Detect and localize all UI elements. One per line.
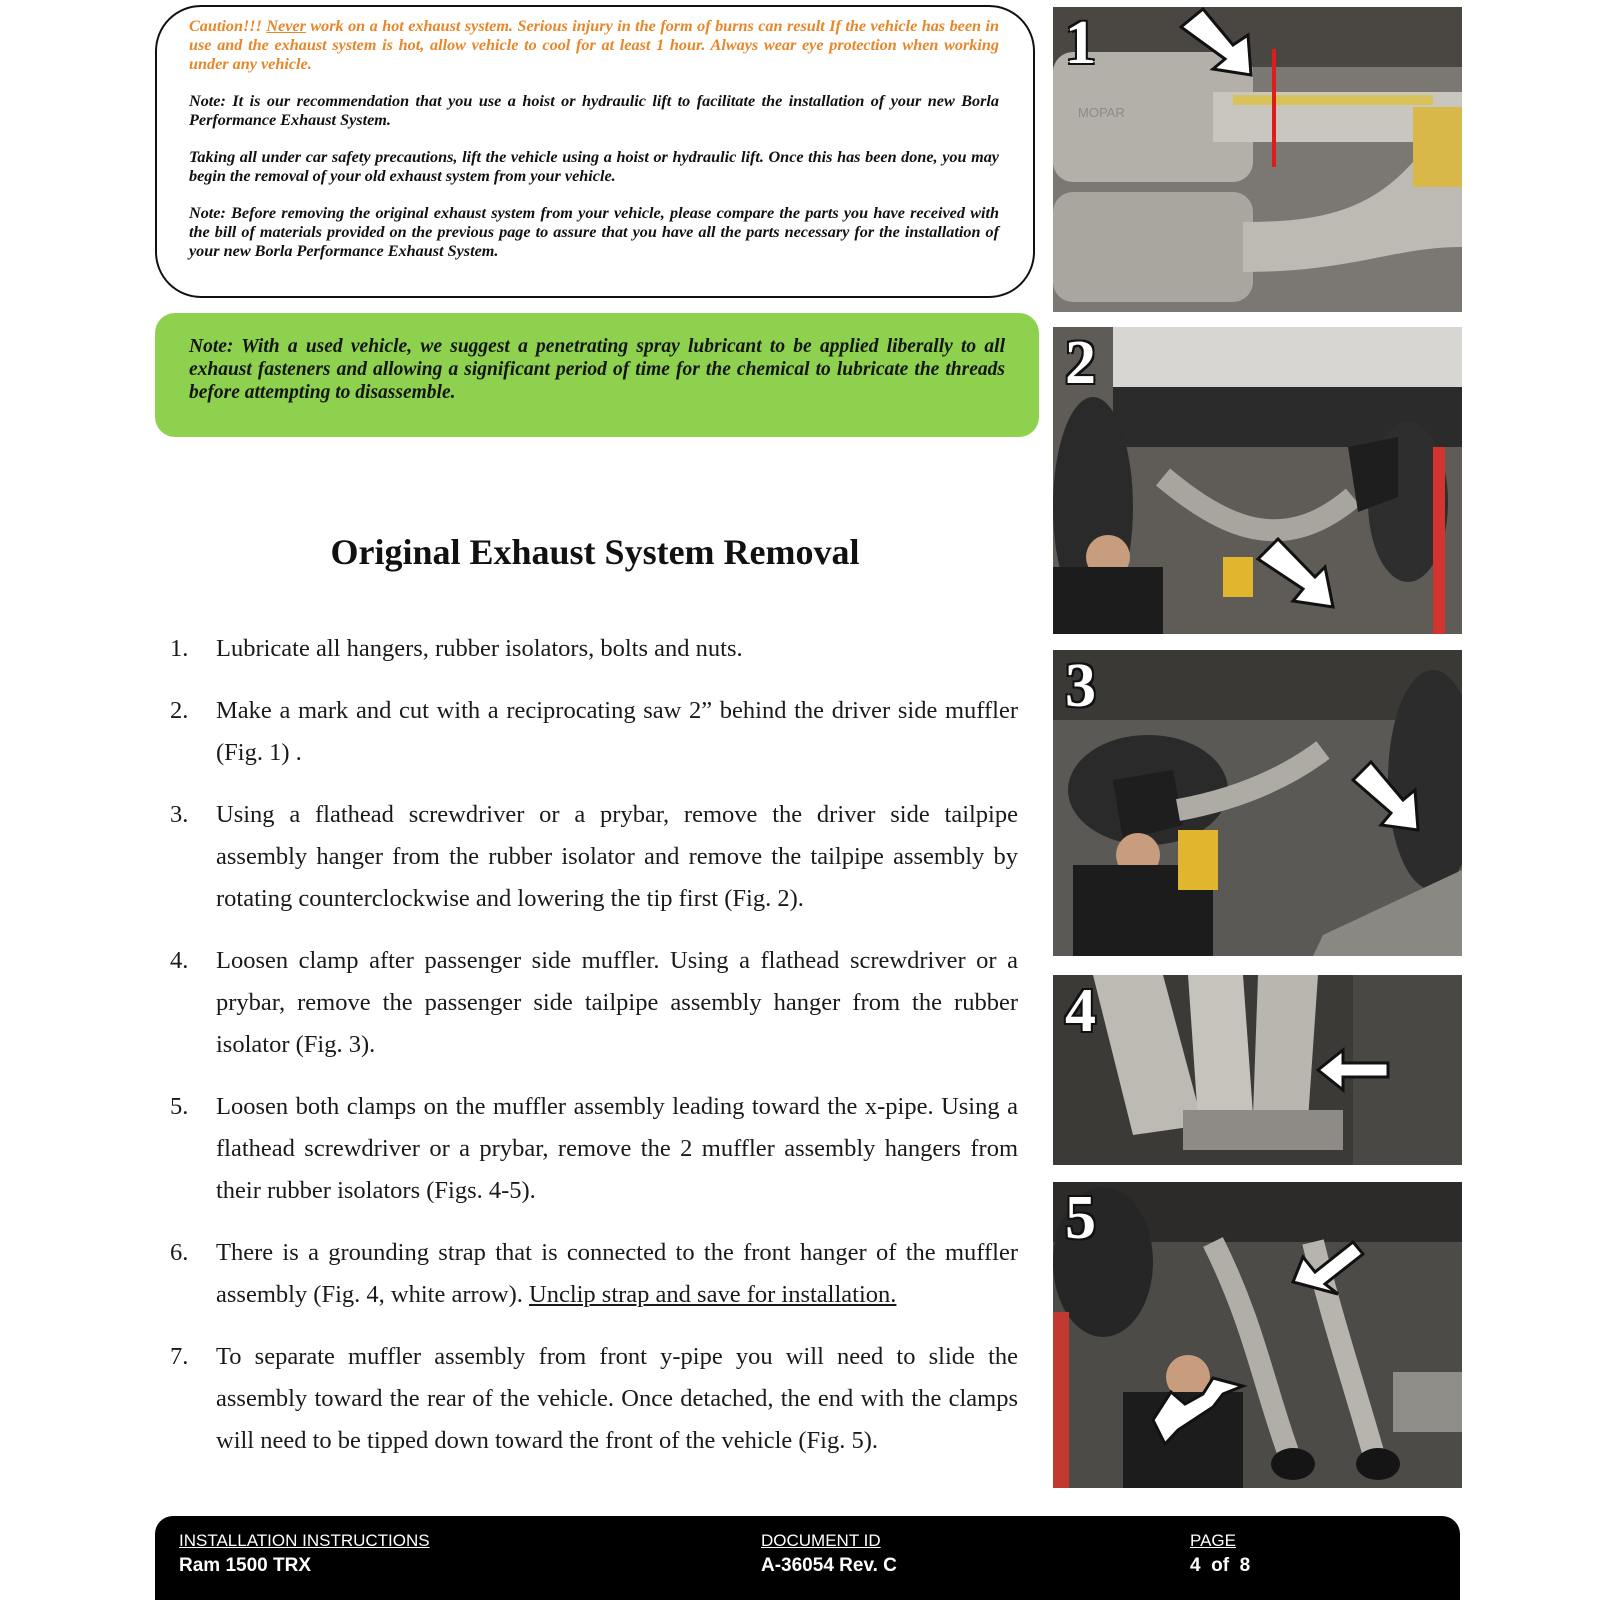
step-4 [170,940,1018,1066]
lubricant-note-box [155,313,1039,437]
note-hoist: Note: It is our recommendation that you use a hoist or hydraulic lift to facilitate the installation of your new Borla Performance Exhaust System. [189,92,999,129]
figure-2-photo [1053,327,1462,634]
step-text: Loosen both clamps on the muffler assembly leading toward the x-pipe. Using a flathead screwdriver or a prybar, remove the 2 muffler assembly hangers from their rubber isolators (Figs. 4-5). [216,1093,1018,1204]
step-number: 5. [170,1093,189,1120]
caution-text [189,17,999,74]
step-7 [170,1336,1018,1462]
lubricant-note-text: Note: With a used vehicle, we suggest a penetrating spray lubricant to be applied liberally to all exhaust fasteners and allowing a significant period of time for the chemical to lubricate the threads before attempting to disassemble. [189,336,1005,403]
note-compare-parts: Note: Before removing the original exhaust system from your vehicle, please compare the parts you have received with the bill of materials provided on the previous page to assure that you have all the parts necessary for the installation of your new Borla Performance Exhaust System. [189,204,999,260]
step-text: Lubricate all hangers, rubber isolators, bolts and nuts. [216,635,743,662]
document-footer [155,1516,1460,1600]
step-3 [170,794,1018,920]
step-6 [170,1232,1018,1316]
step-text: To separate muffler assembly from front y-pipe you will need to slide the assembly toward the rear of the vehicle. Once detached, the end with the clamps will need to be tipped down toward the front of the vehicle (Fig. 5). [216,1343,1018,1454]
figure-5-illustration [1053,1182,1462,1488]
step-2 [170,690,1018,774]
removal-steps-list [170,628,1018,1482]
step-number: 3. [170,801,189,828]
step-number: 1. [170,635,189,662]
figure-5-number: 5 [1065,1184,1096,1252]
footer-document-id-value: A-36054 Rev. C [761,1555,897,1576]
footer-label: DOCUMENT ID [761,1531,881,1550]
footer-label: PAGE [1190,1531,1236,1550]
step-number: 4. [170,947,189,974]
figure-1-photo [1053,7,1462,312]
caution-box [155,5,1035,298]
caution-prefix: Caution!!! [189,17,267,35]
step-text: Loosen clamp after passenger side muffler. Using a flathead screwdriver or a prybar, remove the passenger side tailpipe assembly hanger from the rubber isolator (Fig. 3). [216,947,1018,1058]
footer-vehicle-name: Ram 1500 TRX [179,1555,312,1576]
figure-1-illustration [1053,7,1462,312]
step-5 [170,1086,1018,1212]
figure-5-photo [1053,1182,1462,1488]
figure-3-illustration [1053,650,1462,956]
figure-4-photo [1053,975,1462,1165]
caution-never: Never [266,17,306,35]
figure-4-number: 4 [1065,977,1096,1045]
footer-page-number: 4 of 8 [1190,1555,1251,1576]
figure-2-illustration [1053,327,1462,634]
figure-3-number: 3 [1065,652,1096,720]
note-safety: Taking all under car safety precautions, lift the vehicle using a hoist or hydraulic lift. Once this has been done, you may begin the removal of your old exhaust system from your vehicle. [189,148,999,185]
step-number: 2. [170,697,189,724]
footer-page [1190,1530,1250,1580]
footer-label: INSTALLATION INSTRUCTIONS [179,1531,430,1550]
footer-document-id [761,1530,897,1580]
figure-4-illustration [1053,975,1462,1165]
caution-body: work on a hot exhaust system. Serious injury in the form of burns can result If the vehicle has been in use and the exhaust system is hot, allow vehicle to cool for at least 1 hour. Always wear eye protection when working under any vehicle. [189,17,999,73]
figure-2-number: 2 [1065,329,1096,397]
figure-1-number: 1 [1065,9,1096,77]
step-6-text: There is a grounding strap that is connected to the front hanger of the muffler assembly (Fig. 4, white arrow). [216,1239,1018,1308]
figure-3-photo [1053,650,1462,956]
step-number: 6. [170,1239,189,1266]
section-title: Original Exhaust System Removal [330,532,860,572]
step-6-underlined-instruction: Unclip strap and save for installation. [529,1281,897,1308]
step-text [216,1232,1018,1316]
step-number: 7. [170,1343,189,1370]
step-text: Make a mark and cut with a reciprocating saw 2” behind the driver side muffler (Fig. 1) . [216,697,1018,766]
step-text: Using a flathead screwdriver or a prybar, remove the driver side tailpipe assembly hanger from the rubber isolator and remove the tailpipe assembly by rotating counterclockwise and lowering the tip first (Fig. 2). [216,801,1018,912]
footer-installation-instructions [179,1530,430,1580]
step-1 [170,628,1018,670]
figure-1-pipe-text: MOPAR [1078,105,1125,120]
